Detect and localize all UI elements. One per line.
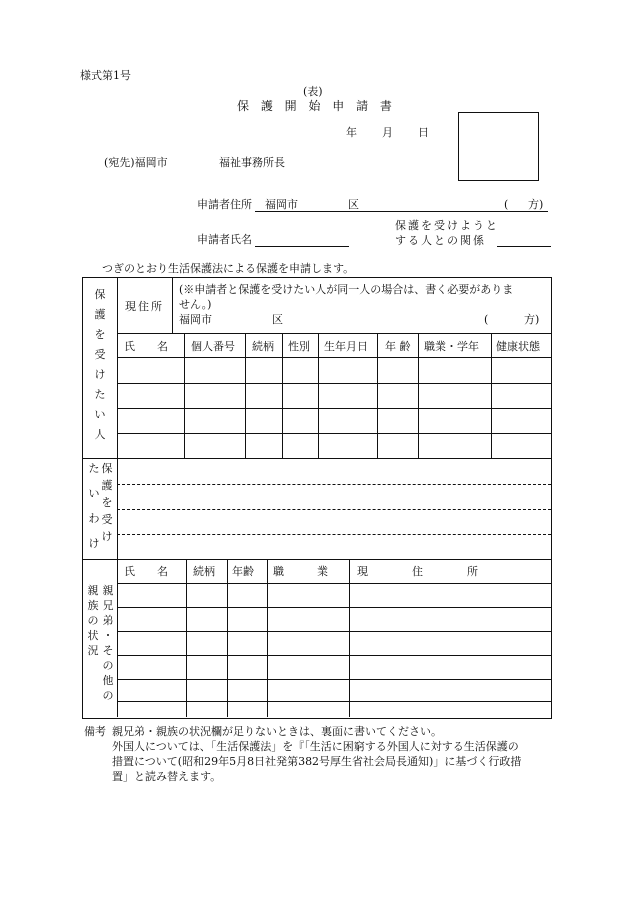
remarks-line4: 置」と読み替えます。 <box>112 770 222 783</box>
page-title: 保 護 開 始 申 請 書 <box>237 99 394 113</box>
col-relation: 続柄 <box>252 340 274 353</box>
section1-label: 保 護 を 受 け た い 人 <box>94 288 106 441</box>
relation-label-line2: する人との関係 <box>395 234 486 247</box>
current-address-label: 現住所 <box>125 300 164 313</box>
s1-col-5 <box>377 333 378 458</box>
applicant-address-kata-close: 方) <box>528 198 544 211</box>
col-birthdate: 生年月日 <box>324 340 368 353</box>
applicant-name-field[interactable] <box>255 246 349 247</box>
s3-header-bottom <box>117 583 551 584</box>
s1-row-line-4 <box>117 433 551 434</box>
applicant-address-kata-open: ( <box>504 198 509 211</box>
date-month: 月 <box>382 126 393 139</box>
rel-col-relation: 続柄 <box>193 565 215 578</box>
applicant-name-label: 申請者氏名 <box>197 233 252 246</box>
s1-col-2 <box>245 333 246 458</box>
form-number: 様式第1号 <box>80 69 131 82</box>
relation-field[interactable] <box>497 246 551 247</box>
label-column-divider <box>117 277 118 717</box>
section1-bottom <box>82 458 551 459</box>
col-age: 年 齢 <box>385 340 411 353</box>
col-occupation: 職業・学年 <box>424 340 479 353</box>
rel-col-name: 氏 名 <box>124 565 168 578</box>
s1-col-4 <box>318 333 319 458</box>
section2-label-right: 保 護 を 受 け <box>101 462 113 543</box>
addressee-city: (宛先)福岡市 <box>104 156 168 169</box>
remarks-label: 備考 <box>84 725 106 738</box>
stamp-box[interactable] <box>458 112 539 181</box>
address-note-line1: (※申請者と保護を受けたい人が同一人の場合は、書く必要がありま <box>179 283 514 296</box>
date-day: 日 <box>418 126 429 139</box>
applicant-address-label: 申請者住所 <box>197 198 252 211</box>
address-kata-close: 方) <box>524 313 540 326</box>
s1-col-7 <box>491 333 492 458</box>
s1-row-line-1 <box>117 357 551 358</box>
col-gender: 性別 <box>288 340 310 353</box>
s3-col-2 <box>227 559 228 717</box>
section2-bottom <box>82 559 551 560</box>
s3-row-line-3 <box>117 655 551 656</box>
reason-line-2[interactable] <box>117 509 551 510</box>
address-city: 福岡市 <box>179 313 212 326</box>
s1-col-6 <box>418 333 419 458</box>
s1-row-line-2 <box>117 383 551 384</box>
section3-label-left: 親 族 の 状 況 <box>87 584 99 657</box>
addressee-office: 福祉事務所長 <box>219 156 285 169</box>
reason-line-3[interactable] <box>117 534 551 535</box>
remarks-line3: 措置について(昭和29年5月8日社発第382号厚生省社会局長通知)」に基づく行政措 <box>112 755 522 768</box>
s3-col-4 <box>349 559 350 717</box>
relation-label-line1: 保護を受けようと <box>395 219 499 232</box>
address-row-bottom <box>117 333 551 334</box>
rel-col-address: 現 住 所 <box>357 565 478 578</box>
s1-row-line-3 <box>117 408 551 409</box>
s3-row-line-5 <box>117 701 551 702</box>
s3-row-line-2 <box>117 631 551 632</box>
s1-col-3 <box>282 333 283 458</box>
applicant-address-city: 福岡市 <box>265 198 298 211</box>
address-note-line2: せん。) <box>179 298 212 311</box>
address-label-divider <box>172 277 173 333</box>
section2-label-left: た い わ け <box>88 462 100 550</box>
side-label: (表) <box>303 85 323 98</box>
s3-col-3 <box>267 559 268 717</box>
address-ward: 区 <box>272 313 283 326</box>
remarks-line1: 親兄弟・親族の状況欄が足りないときは、裏面に書いてください。 <box>112 725 442 738</box>
s3-row-line-4 <box>117 679 551 680</box>
date-year: 年 <box>346 126 357 139</box>
section3-label-right: 親 兄 弟 ・ そ の 他 の <box>102 584 114 702</box>
reason-line-1[interactable] <box>117 484 551 485</box>
col-name: 氏 名 <box>124 340 168 353</box>
rel-col-occupation: 職 業 <box>273 565 328 578</box>
remarks-line2: 外国人については、「生活保護法」を『「生活に困窮する外国人に対する生活保護の <box>112 740 519 753</box>
applicant-address-line[interactable] <box>255 211 548 212</box>
s1-col-1 <box>184 333 185 458</box>
s3-col-1 <box>186 559 187 717</box>
s3-row-line-1 <box>117 607 551 608</box>
col-personal-number: 個人番号 <box>191 340 235 353</box>
applicant-address-ward: 区 <box>348 198 359 211</box>
col-health: 健康状態 <box>496 340 540 353</box>
rel-col-age: 年齢 <box>232 565 254 578</box>
address-kata-open: ( <box>484 313 489 326</box>
intro-text: つぎのとおり生活保護法による保護を申請します。 <box>102 262 355 275</box>
